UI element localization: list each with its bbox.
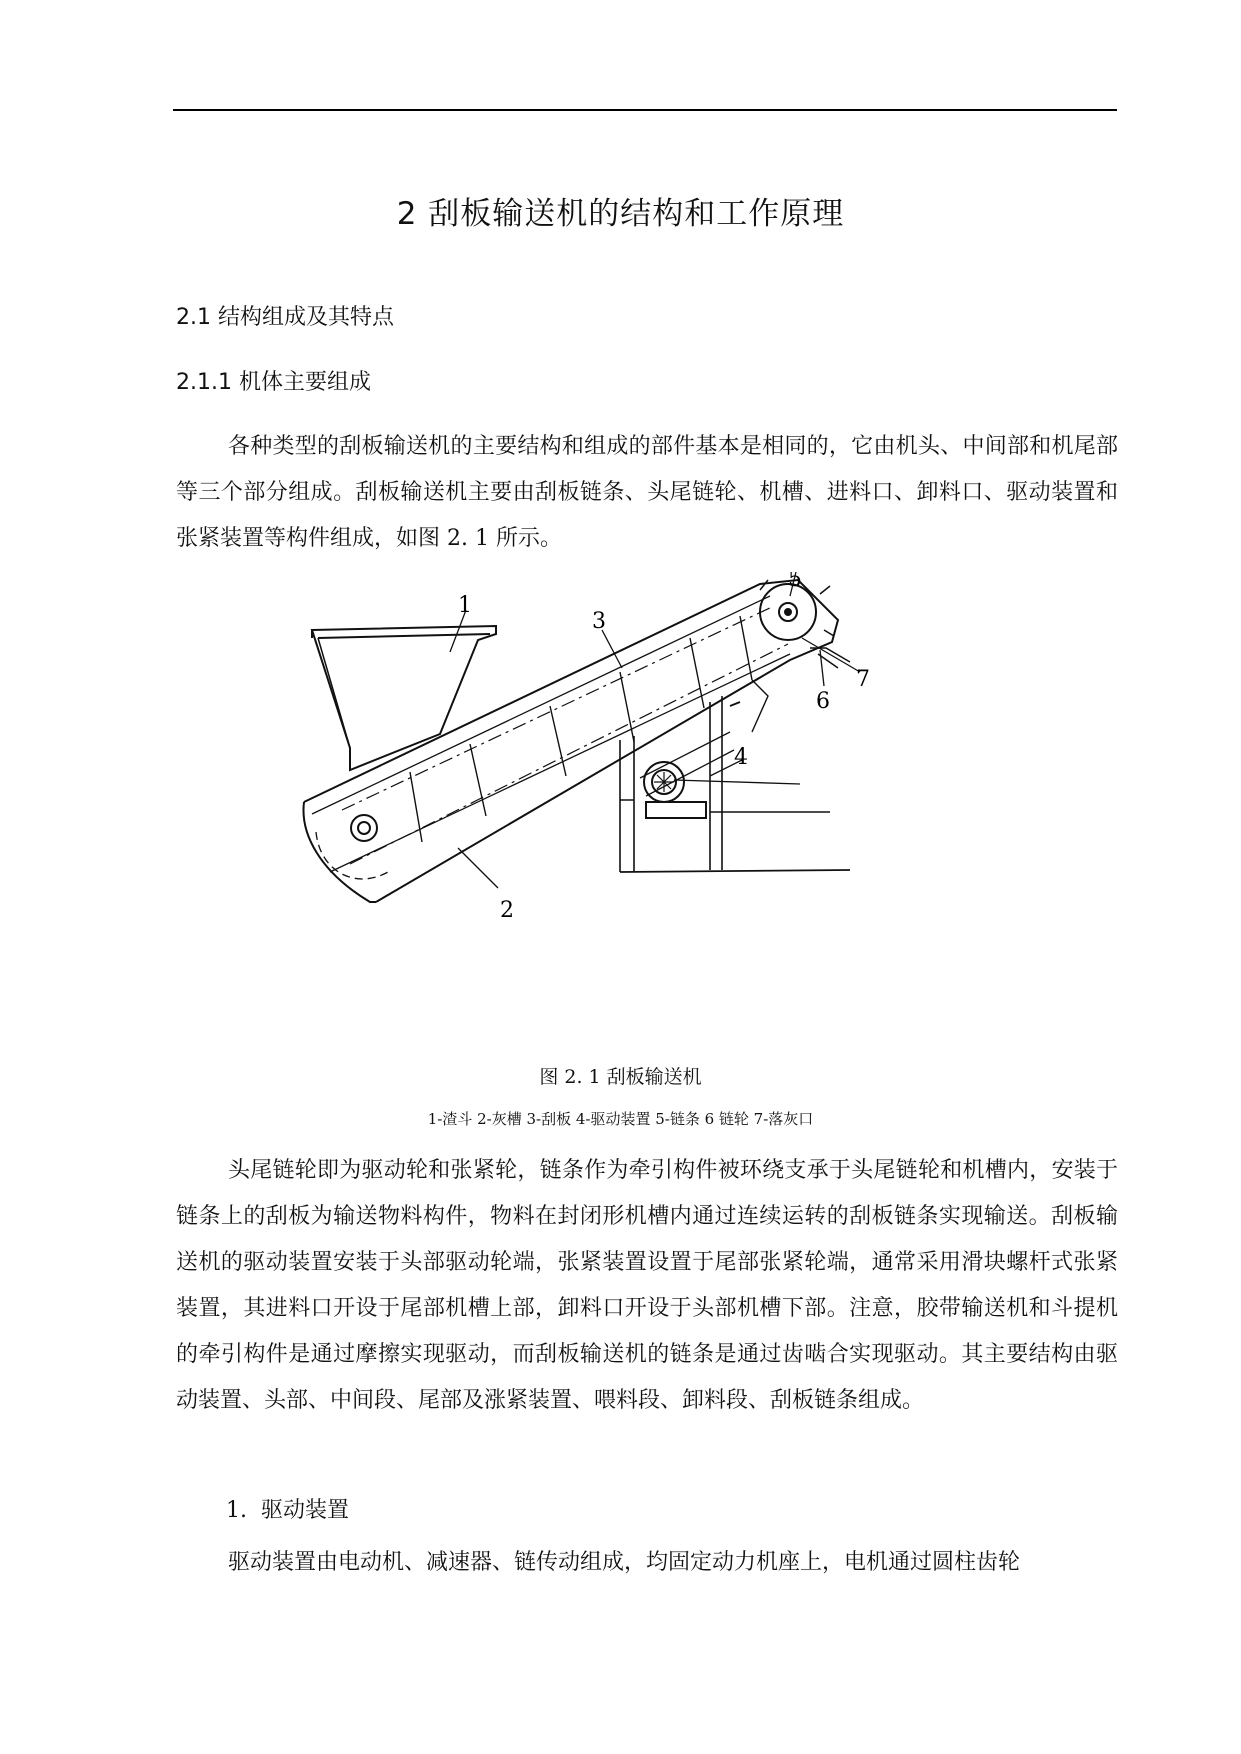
label-6: 6 (816, 689, 830, 714)
list-text: 驱动装置 (261, 1498, 350, 1523)
conveyor-drawing (290, 572, 950, 1012)
subsection-heading: 2.1.1 机体主要组成 (176, 370, 371, 395)
figure-legend: 1-渣斗 2-灰槽 3-刮板 4-驱动装置 5-链条 6 链轮 7-落灰口 (427, 1110, 814, 1128)
section-heading: 2.1 结构组成及其特点 (176, 305, 394, 330)
list-item (226, 1493, 349, 1524)
conveyor-diagram (290, 572, 950, 1012)
hopper-shape (312, 626, 496, 770)
label-2: 2 (500, 898, 514, 923)
paragraph: 各种类型的刮板输送机的主要结构和组成的部件基本是相同的，它由机头、中间部和机尾部等三个部分组成。刮板输送机主要由刮板链条、头尾链轮、机槽、进料口、卸料口、驱动装置和张紧装置等构件组成，如图 2. 1 所示。 (176, 434, 1118, 551)
chapter-title: 2 刮板输送机的结构和工作原理 (396, 196, 845, 232)
figure-caption: 图 2. 1 刮板输送机 (539, 1066, 702, 1088)
tail-sprocket (351, 815, 377, 841)
label-1: 1 (458, 593, 472, 618)
label-3: 3 (592, 609, 606, 634)
label-7: 7 (856, 667, 870, 692)
paragraph: 驱动装置由电动机、减速器、链传动组成，均固定动力机座上，电机通过圆柱齿轮 (228, 1550, 1021, 1575)
list-number: 1. (226, 1498, 247, 1523)
header-rule (173, 109, 1117, 111)
label-5: 5 (788, 572, 802, 592)
paragraph: 头尾链轮即为驱动轮和张紧轮，链条作为牵引构件被环绕支承于头尾链轮和机槽内，安装于链条上的刮板为输送物料构件，物料在封闭形机槽内通过连续运转的刮板链条实现输送。刮板输送机的驱动装置安装于头部驱动轮端，张紧装置设置于尾部张紧轮端，通常采用滑块螺杆式张紧装置，其进料口开设于尾部机槽上部，卸料口开设于头部机槽下部。注意，胶带输送机和斗提机的牵引构件是通过摩擦实现驱动，而刮板输送机的链条是通过齿啮合实现驱动。其主要结构由驱动装置、头部、中间段、尾部及涨紧装置、喂料段、卸料段、刮板链条组成。 (176, 1158, 1118, 1413)
label-4: 4 (734, 745, 748, 770)
